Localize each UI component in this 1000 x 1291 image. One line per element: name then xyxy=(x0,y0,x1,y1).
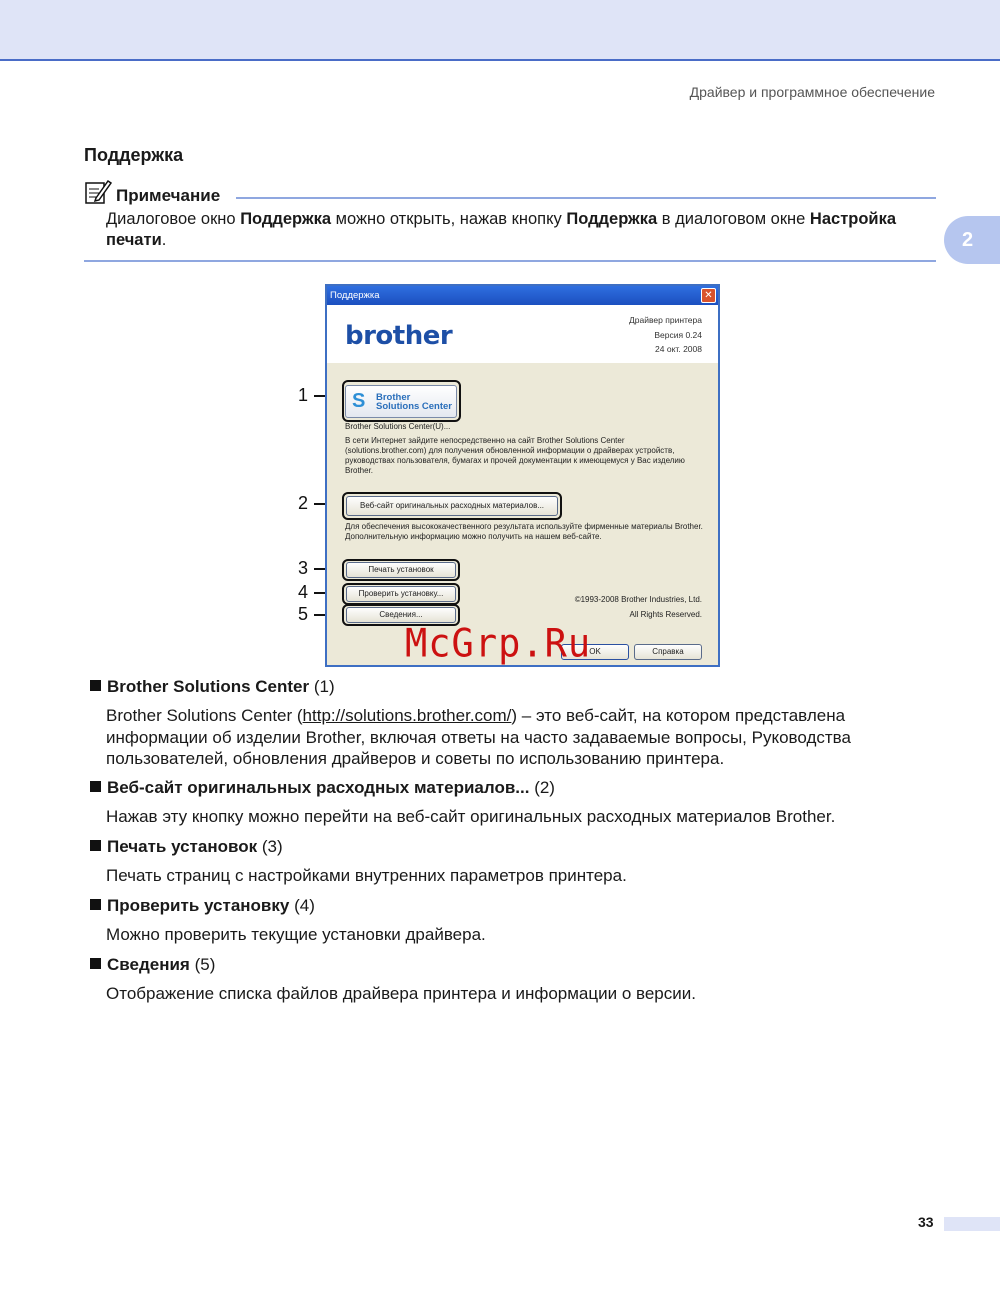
dialog-titlebar xyxy=(327,286,718,305)
item-heading xyxy=(90,836,940,858)
check-settings-button[interactable]: Проверить установку... xyxy=(346,586,456,602)
note-bold: Поддержка xyxy=(566,210,658,228)
item-number: (5) xyxy=(194,955,216,974)
running-head: Драйвер и программное обеспечение xyxy=(689,84,935,100)
item-heading xyxy=(90,895,940,917)
callout-number: 3 xyxy=(298,558,309,578)
supplies-description: Для обеспечения высококачественного результата используйте фирменные материалы Brother. Дополнительную информацию можно получить на нашем веб-сайте. xyxy=(345,522,703,541)
bsc-description: В сети Интернет зайдите непосредственно на сайт Brother Solutions Center (solutions.brother.com) для получения обновленной информации о драйверах устройств, руководствах пользователя, бумагах и прочей документации к имеющемуся у Вас изделию Brother. xyxy=(345,436,685,475)
item-number: (1) xyxy=(313,677,335,696)
callout-number: 1 xyxy=(298,385,309,405)
callout-number: 5 xyxy=(298,604,309,624)
bsc-button-text xyxy=(376,393,452,411)
note-text: Диалоговое окно xyxy=(106,210,241,228)
item-description: Нажав эту кнопку можно перейти на веб-сайт оригинальных расходных материалов Brother. xyxy=(106,807,836,826)
dialog-title: Поддержка xyxy=(330,290,380,301)
top-band xyxy=(0,0,1000,59)
item-title: Веб-сайт оригинальных расходных материалов... xyxy=(107,778,530,797)
ok-button[interactable]: OK xyxy=(561,644,629,660)
item-heading xyxy=(90,777,940,799)
version-label: Драйвер принтера xyxy=(629,315,702,325)
bsc-button-line: Solutions Center xyxy=(376,401,453,412)
item-description xyxy=(106,705,926,770)
version-number: Версия 0.24 xyxy=(654,330,702,340)
list-item xyxy=(90,676,940,698)
item-desc-text: Brother Solutions Center ( xyxy=(106,706,303,725)
note-text: можно открыть, нажав кнопку xyxy=(331,210,567,228)
bullet-square-icon xyxy=(90,899,101,910)
note-text: в диалоговом окне xyxy=(657,210,810,228)
item-title: Проверить установку xyxy=(107,896,290,915)
item-number: (3) xyxy=(261,837,283,856)
dialog-header xyxy=(327,305,718,363)
item-heading xyxy=(90,676,940,698)
bsc-caption: Brother Solutions Center(U)... xyxy=(345,422,451,431)
brother-solutions-center-button[interactable] xyxy=(345,385,457,418)
list-item xyxy=(90,954,940,976)
note-bottom-rule xyxy=(84,260,936,262)
callout-number: 4 xyxy=(298,582,309,602)
list-item xyxy=(90,895,940,917)
list-item xyxy=(90,777,940,799)
item-title: Сведения xyxy=(107,955,190,974)
item-title: Brother Solutions Center xyxy=(107,677,310,696)
section-title: Поддержка xyxy=(84,145,184,165)
bsc-link[interactable]: http://solutions.brother.com/ xyxy=(302,706,512,725)
note-label: Примечание xyxy=(116,186,221,205)
item-description: Печать страниц с настройками внутренних параметров принтера. xyxy=(106,866,627,885)
bullet-square-icon xyxy=(90,840,101,851)
copyright-text: ©1993-2008 Brother Industries, Ltd. xyxy=(574,595,702,604)
page-bar xyxy=(944,1217,1000,1231)
print-settings-button[interactable]: Печать установок xyxy=(346,562,456,578)
brother-logo: brother xyxy=(345,321,453,351)
about-button[interactable]: Сведения... xyxy=(346,607,456,623)
note-text: . xyxy=(161,231,167,249)
item-number: (4) xyxy=(294,896,315,915)
note-pencil-icon xyxy=(84,178,112,206)
item-number: (2) xyxy=(534,778,555,797)
list-item xyxy=(90,836,940,858)
chapter-tab: 2 xyxy=(944,216,1000,264)
support-dialog xyxy=(325,284,720,667)
rights-text: All Rights Reserved. xyxy=(629,610,702,619)
item-title: Печать установок xyxy=(107,837,258,856)
note-body xyxy=(106,209,926,251)
bullet-square-icon xyxy=(90,680,101,691)
item-heading xyxy=(90,954,940,976)
item-desc-text: ) – это веб-сайт, на котором представлена информации об изделии Brother, включая ответы на часто задаваемые вопросы, Руководства пользователей, обновления драйверов и советы по использованию принтера. xyxy=(106,706,851,768)
bsc-swoosh-icon: S xyxy=(352,390,366,412)
note-bold: Поддержка xyxy=(240,210,332,228)
page-number: 33 xyxy=(918,1214,934,1230)
watermark: McGrp.Ru xyxy=(405,620,592,667)
item-description: Отображение списка файлов драйвера принтера и информации о версии. xyxy=(106,984,696,1003)
callout-number: 2 xyxy=(298,493,309,513)
item-description: Можно проверить текущие установки драйвера. xyxy=(106,925,486,944)
note-bold: Настройка печати xyxy=(106,210,897,249)
top-rule xyxy=(0,59,1000,61)
close-icon[interactable]: ✕ xyxy=(701,288,716,303)
bullet-square-icon xyxy=(90,781,101,792)
help-button[interactable]: Справка xyxy=(634,644,702,660)
bsc-button-line: Brother xyxy=(376,392,411,403)
supplies-website-button[interactable]: Веб-сайт оригинальных расходных материалов... xyxy=(346,496,558,516)
bullet-square-icon xyxy=(90,958,101,969)
note-rule xyxy=(236,197,936,199)
version-date: 24 окт. 2008 xyxy=(655,344,702,354)
